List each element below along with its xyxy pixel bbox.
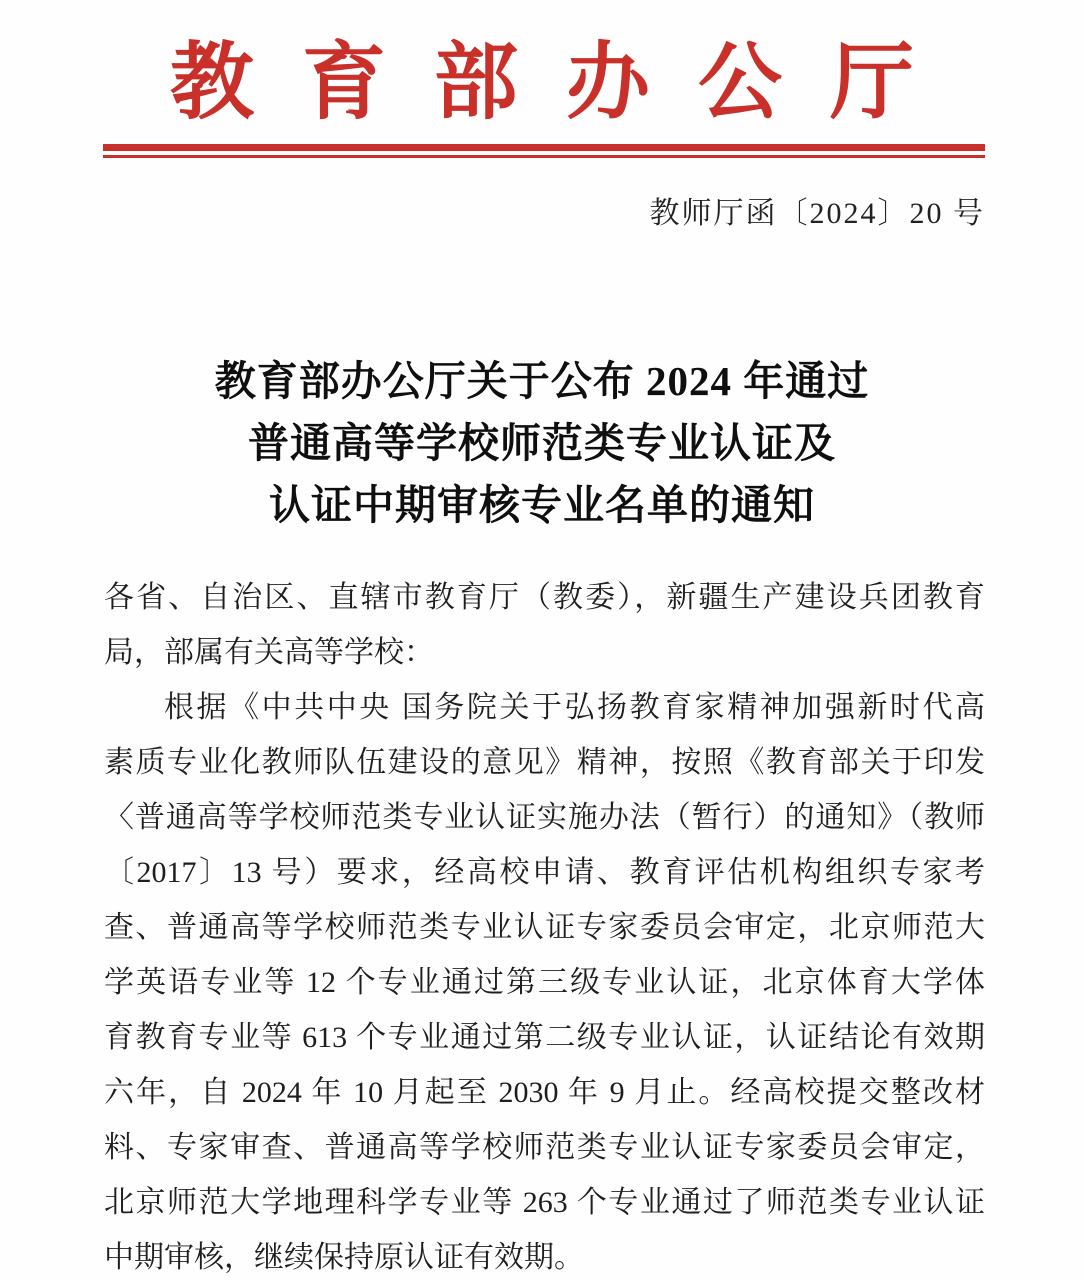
red-rule-thin (103, 155, 985, 158)
letterhead-agency-name (0, 0, 1084, 130)
body-line: 北京师范大学地理科学专业等 263 个专业通过了师范类专业认证 (104, 1186, 985, 1219)
notice-title-line-1: 教育部办公厅关于公布 2024 年通过 (214, 358, 870, 404)
body-line: 〔2017〕13 号）要求，经高校申请、教育评估机构组织专家考 (104, 856, 985, 889)
red-rule-thick (103, 144, 985, 151)
body-line: 学英语专业等 12 个专业通过第三级专业认证，北京体育大学体 (104, 966, 985, 999)
body-line: 中期审核，继续保持原认证有效期。 (104, 1241, 584, 1274)
document-number: 教师厅函〔2024〕20 号 (649, 197, 985, 230)
body-line: 素质专业化教师队伍建设的意见》精神，按照《教育部关于印发 (104, 746, 985, 779)
body-line: 料、专家审查、普通高等学校师范类专业认证专家委员会审定， (104, 1131, 985, 1164)
body-line: 根据《中共中央 国务院关于弘扬教育家精神加强新时代高 (164, 691, 985, 724)
body-line: 查、普通高等学校师范类专业认证专家委员会审定，北京师范大 (104, 911, 985, 944)
notice-body (0, 570, 1084, 1280)
body-line: 局，部属有关高等学校： (104, 636, 434, 669)
notice-title-line-3: 认证中期审核专业名单的通知 (269, 482, 815, 528)
body-line: 育教育专业等 613 个专业通过第二级专业认证，认证结论有效期 (104, 1021, 985, 1054)
notice-title (0, 350, 1084, 536)
notice-title-line-2: 普通高等学校师范类专业认证及 (248, 420, 836, 466)
letterhead-separator (103, 144, 985, 158)
body-line: 六年，自 2024 年 10 月起至 2030 年 9 月止。经高校提交整改材 (104, 1076, 985, 1109)
body-line: 各省、自治区、直辖市教育厅（教委），新疆生产建设兵团教育 (104, 581, 985, 614)
body-line: 〈普通高等学校师范类专业认证实施办法（暂行）的通知》（教师 (104, 801, 985, 834)
letterhead-agency-text: 教育部办公厅 (169, 37, 962, 130)
